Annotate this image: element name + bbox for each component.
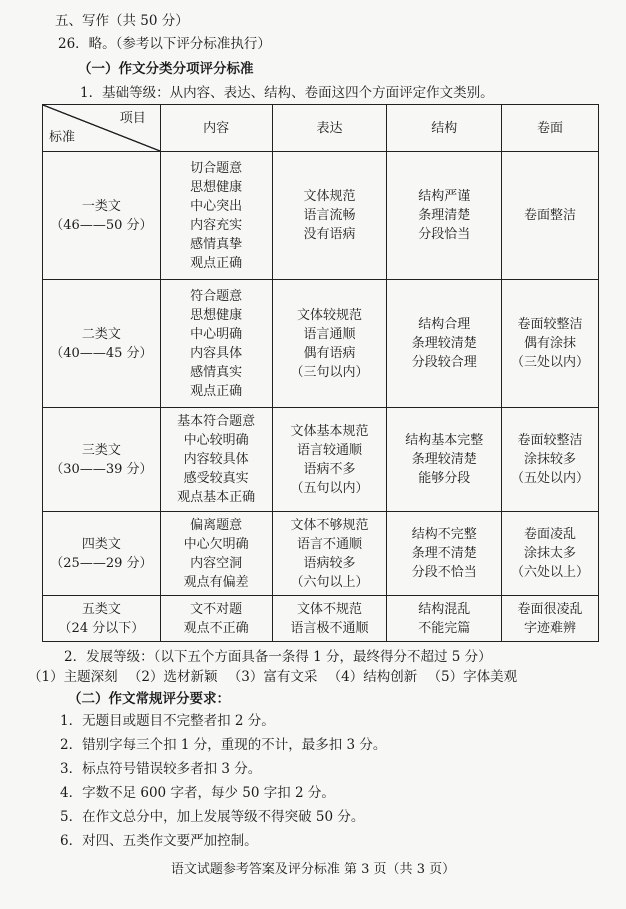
table-row — [43, 596, 599, 642]
corner-top-label: 项目 — [119, 111, 146, 126]
development-level-text: 2．发展等级：（以下五个方面具备一条得 1 分，最终得分不超过 5 分） — [64, 649, 492, 665]
page-footer: 语文试题参考答案及评分标准 第 3 页（共 3 页） — [170, 862, 456, 877]
content-cell: 符合题意 思想健康 中心明确 内容具体 感情真实 观点正确 — [160, 280, 272, 408]
section-title: 五、写作（共 50 分） — [55, 13, 189, 29]
header-content: 内容 — [160, 105, 272, 152]
grade-cell: 二类文 （40——45 分） — [43, 280, 161, 408]
subsection-1-title: （一）作文分类分项评分标准 — [78, 61, 254, 77]
rule-item: 3．标点符号错误较多者扣 3 分。 — [60, 761, 262, 777]
expression-cell: 文体规范 语言流畅 没有语病 — [272, 152, 387, 280]
expression-cell: 文体不够规范 语言不通顺 语病较多 （六句以上） — [272, 512, 387, 596]
header-neatness: 卷面 — [502, 105, 599, 152]
neatness-cell: 卷面较整洁 涂抹较多 （五处以内） — [502, 408, 599, 512]
rule-item: 6．对四、五类作文要严加控制。 — [60, 833, 258, 849]
structure-cell: 结构不完整 条理不清楚 分段不恰当 — [387, 512, 502, 596]
rule-item: 5．在作文总分中，加上发展等级不得突破 50 分。 — [60, 809, 365, 825]
structure-cell: 结构混乱 不能完篇 — [387, 596, 502, 642]
table-header-row — [43, 105, 599, 152]
content-cell: 偏离题意 中心欠明确 内容空洞 观点有偏差 — [160, 512, 272, 596]
basic-level-text: 1．基础等级：从内容、表达、结构、卷面这四个方面评定作文类别。 — [80, 85, 494, 101]
grading-table — [42, 104, 599, 642]
expression-cell: 文体基本规范 语言较通顺 语病不多 （五句以内） — [272, 408, 387, 512]
corner-bottom-label: 标准 — [49, 130, 76, 145]
table-corner-cell — [43, 105, 161, 152]
neatness-cell: 卷面较整洁 偶有涂抹 （三处以内） — [502, 280, 599, 408]
neatness-cell: 卷面整洁 — [502, 152, 599, 280]
grade-cell: 五类文 （24 分以下） — [43, 596, 161, 642]
subsection-2-title: （二）作文常规评分要求： — [68, 691, 230, 707]
expression-cell: 文体较规范 语言通顺 偶有语病 （三句以内） — [272, 280, 387, 408]
neatness-cell: 卷面凌乱 涂抹太多 （六处以上） — [502, 512, 599, 596]
structure-cell: 结构合理 条理较清楚 分段较合理 — [387, 280, 502, 408]
rule-item: 2．错别字每三个扣 1 分，重现的不计，最多扣 3 分。 — [60, 737, 387, 753]
content-cell: 基本符合题意 中心较明确 内容较具体 感受较真实 观点基本正确 — [160, 408, 272, 512]
rule-item: 1．无题目或题目不完整者扣 2 分。 — [60, 713, 275, 729]
structure-cell: 结构基本完整 条理较清楚 能够分段 — [387, 408, 502, 512]
structure-cell: 结构严谨 条理清楚 分段恰当 — [387, 152, 502, 280]
grade-cell: 一类文 （46——50 分） — [43, 152, 161, 280]
content-cell: 切合题意 思想健康 中心突出 内容充实 感情真挚 观点正确 — [160, 152, 272, 280]
header-expression: 表达 — [272, 105, 387, 152]
question-26: 26．略。（参考以下评分标准执行） — [58, 36, 271, 52]
rule-item: 4．字数不足 600 字者，每少 50 字扣 2 分。 — [60, 785, 335, 801]
expression-cell: 文体不规范 语言极不通顺 — [272, 596, 387, 642]
grade-cell: 三类文 （30——39 分） — [43, 408, 161, 512]
header-structure: 结构 — [387, 105, 502, 152]
table-row — [43, 512, 599, 596]
grade-cell: 四类文 （25——29 分） — [43, 512, 161, 596]
neatness-cell: 卷面很凌乱 字迹难辨 — [502, 596, 599, 642]
content-cell: 文不对题 观点不正确 — [160, 596, 272, 642]
table-row — [43, 408, 599, 512]
table-row — [43, 280, 599, 408]
table-row — [43, 152, 599, 280]
development-items: （1）主题深刻 （2）选材新颖 （3）富有文采 （4）结构创新 （5）字体美观 — [28, 669, 518, 685]
